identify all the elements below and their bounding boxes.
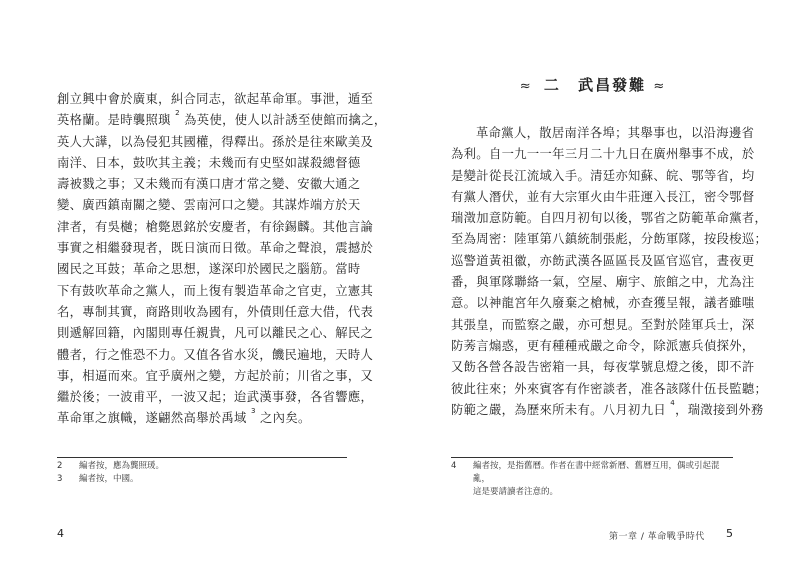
text-line: 繼於後；一波甫平，一波又起；迨武漢事發，各省響應， — [57, 390, 374, 405]
text-line: 至為周密：陸軍第八鎮統制張彪，分飭軍隊，按段梭巡； — [451, 232, 768, 247]
text-line: 其張皇，而監察之嚴，亦可想見。至對於陸軍兵士，深 — [451, 317, 755, 332]
text-line: 下有鼓吹革命之黨人，而上復有製造革命之官吏，立憲其 — [57, 283, 374, 298]
text-line: 南洋、日本，鼓吹其主義；未幾而有史堅如謀殺總督德 — [57, 155, 361, 170]
running-head: 第一章 / 革命戰爭時代 — [609, 532, 705, 542]
section-number: 二 — [543, 76, 561, 94]
text-line: 是變計從長江流域入手。清廷亦知蘇、皖、鄂等省，均 — [451, 168, 755, 183]
footnote-marker: 2 — [175, 109, 180, 118]
right-body-text — [451, 123, 768, 421]
text-line: 防範之嚴，為歷來所未有。八月初九日 $^4$，瑞澂接到外務 — [451, 398, 764, 417]
text-line: 革命黨人，散居南洋各埠；其舉事也，以沿海邊省 — [476, 126, 755, 140]
page-number-right: 5 — [726, 527, 733, 540]
text-line: 又飭各營各設告密箱一具，每夜掌號息燈之後，即不許 — [451, 360, 755, 375]
text-line: 事實之相繼發現者，既日演而日徵。革命之聲浪，震撼於 — [57, 241, 374, 256]
page-number-left: 4 — [57, 527, 64, 540]
text-line: 變、廣西鎮南關之變、雲南河口之變。其謀炸端方於天 — [57, 198, 361, 213]
footnote-number: 3 — [57, 474, 63, 484]
right-footnotes — [451, 460, 733, 499]
text-line: 革命軍之旗幟，遂翩然高舉於禹域 $^3$ 之內矣。 — [57, 407, 311, 426]
section-heading — [451, 74, 733, 95]
text-line: 英人大譁，以為侵犯其國權，得釋出。孫於是往來歐美及 — [57, 134, 374, 149]
footnote-marker: 4 — [670, 398, 676, 407]
text-line: 彼此往來；外來賓客有作密談者，准各該隊什伍長監聽； — [451, 381, 768, 396]
left-footnotes — [57, 460, 347, 486]
footnote-text: 編者按，應為龔照瑗。 — [79, 461, 165, 471]
heading-ornament-right: ≈ — [653, 79, 665, 94]
footnote — [57, 473, 347, 486]
footnote-number: 2 — [57, 461, 63, 471]
text-line: 津者，有吳樾；槍斃恩銘於安慶者，有徐錫麟。其他言論 — [57, 219, 374, 234]
text-line: 事，相逼而來。宜乎廣州之變，方起於前；川省之事，又 — [57, 368, 374, 383]
footnote-text: 編者按，中國。 — [79, 474, 139, 484]
text-line: 體者，行之惟恐不力。又值各省水災，饑民遍地，天時人 — [57, 347, 374, 362]
heading-ornament-left: ≈ — [519, 79, 531, 94]
section-title: 武昌發難 — [578, 76, 647, 94]
left-body-text — [57, 89, 387, 430]
text-line: 創立興中會於廣東，糾合同志，欲起革命軍。事泄，遁至 — [57, 92, 374, 106]
footnote-text-continued: 這是要請讀者注意的。 — [473, 487, 559, 497]
text-line: 則遞解回籍，內閣則專任親貴，凡可以離民之心、解民之 — [57, 326, 374, 341]
text-line: 國民之耳鼓；革命之思想，遂深印於國民之腦筋。當時 — [57, 262, 361, 277]
text-line: 瑞澂加意防範。自四月初旬以後，鄂省之防範革命黨者， — [451, 211, 768, 226]
text-line: 防莠言煽惑，更有種種戒嚴之命令，除派憲兵偵探外， — [451, 338, 755, 353]
footnote — [57, 460, 347, 473]
footnote — [451, 460, 733, 499]
text-line: 有黨人潛伏，並有大宗軍火由牛莊運入長江，密令鄂督 — [451, 189, 755, 204]
footnote-marker: 3 — [250, 407, 256, 416]
text-line: 巡警道黃祖徽，亦飭武漢各區區長及區官巡官，晝夜更 — [451, 253, 755, 268]
footnote-text: 編者按，是指舊曆。作者在書中經常新曆、舊曆互用，偶或引起混亂， — [473, 461, 720, 484]
footnote-rule-right — [451, 457, 733, 458]
text-line: 意。以神龍宮年久廢棄之槍械，亦查獲呈報，議者雖嗤 — [451, 296, 755, 311]
text-line: 英格蘭。是時襲照璵 $^2$ 為英使，使人以計誘至使館而擒之， — [57, 109, 387, 128]
right-page — [395, 0, 790, 568]
footnote-number: 4 — [451, 461, 457, 471]
text-line: 番，與軍隊聯絡一氣，空屋、廟宇、旅館之中，尤為注 — [451, 275, 755, 290]
footnote-rule-left — [57, 457, 347, 458]
text-line: 為利。自一九一一年三月二十九日在廣州舉事不成，於 — [451, 147, 755, 162]
text-line: 壽被戮之事；又未幾而有漢口唐才常之變、安徽大通之 — [57, 177, 361, 192]
text-line: 名，專制其實，商路則收為國有，外債則任意大借，代表 — [57, 304, 374, 319]
